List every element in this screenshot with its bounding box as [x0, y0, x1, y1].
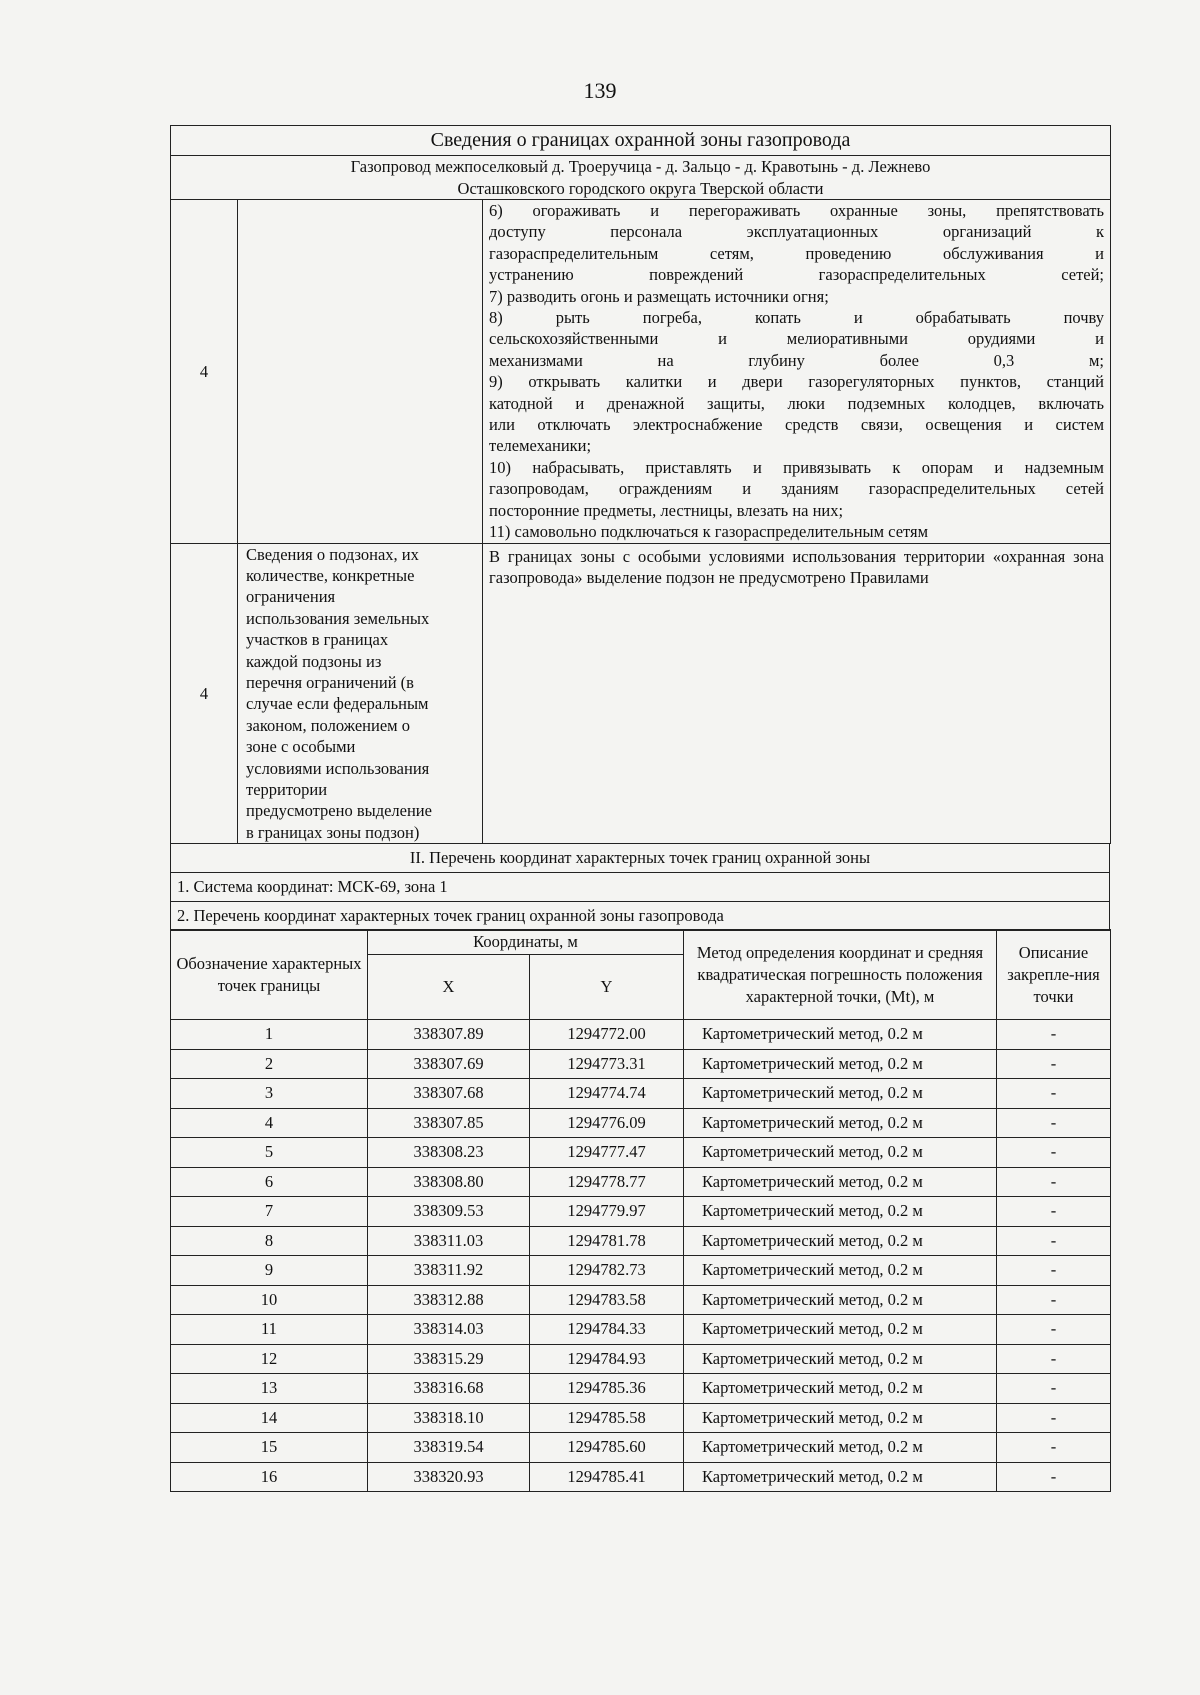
subzones-label-line: зоне с особыми	[246, 737, 356, 757]
header-designation: Обозначение характерных точек границы	[171, 930, 368, 1020]
point-description: -	[997, 1108, 1111, 1138]
coord-x: 338307.85	[368, 1108, 530, 1138]
pipeline-name-line1: Газопровод межпоселковый д. Троеручица - д. Зальцо - д. Кравотынь - д. Лежнево	[350, 157, 931, 176]
point-description: -	[997, 1403, 1111, 1433]
point-number: 2	[171, 1049, 368, 1079]
point-description: -	[997, 1315, 1111, 1345]
point-description: -	[997, 1020, 1111, 1050]
method: Картометрический метод, 0.2 м	[684, 1108, 997, 1138]
coord-y: 1294777.47	[530, 1138, 684, 1168]
point-description: -	[997, 1344, 1111, 1374]
restriction-line: 6) огораживать и перегораживать охранные зоны, препятствовать	[489, 201, 1105, 220]
point-description: -	[997, 1374, 1111, 1404]
header-y: Y	[530, 955, 684, 1020]
restriction-line: 11) самовольно подключаться к газораспределительным сетям	[489, 522, 929, 542]
restriction-line: устранению повреждений газораспределительных сетей;	[489, 265, 1105, 285]
point-description: -	[997, 1226, 1111, 1256]
point-number: 3	[171, 1079, 368, 1109]
restrictions-row	[171, 200, 1111, 544]
subzones-label-line: законом, положением о	[246, 715, 410, 735]
point-description: -	[997, 1433, 1111, 1463]
point-number: 9	[171, 1256, 368, 1286]
coord-x: 338320.93	[368, 1462, 530, 1492]
document-table	[170, 125, 1110, 1492]
point-number: 8	[171, 1226, 368, 1256]
subzones-row	[171, 543, 1111, 844]
coord-x: 338307.89	[368, 1020, 530, 1050]
subzones-label-line: случае если федеральным	[246, 694, 429, 714]
coord-x: 338307.69	[368, 1049, 530, 1079]
subzones-label-line: использования земельных	[246, 608, 430, 628]
point-description: -	[997, 1079, 1111, 1109]
restriction-line: или отключать электроснабжение средств связи, освещения и систем	[489, 415, 1105, 435]
coord-x: 338312.88	[368, 1285, 530, 1315]
coord-list-title: 2. Перечень координат характерных точек границ охранной зоны газопровода	[171, 901, 1110, 930]
point-number: 15	[171, 1433, 368, 1463]
method: Картометрический метод, 0.2 м	[684, 1344, 997, 1374]
restriction-line: газораспределительным сетям, проведению обслуживания и	[489, 243, 1105, 263]
coord-y: 1294784.93	[530, 1344, 684, 1374]
table-row	[171, 1462, 1111, 1492]
coord-x: 338318.10	[368, 1403, 530, 1433]
restriction-line: посторонние предметы, лестницы, влезать на них;	[489, 500, 844, 520]
restrictions-label-cell	[238, 200, 483, 544]
coord-y: 1294784.33	[530, 1315, 684, 1345]
point-description: -	[997, 1167, 1111, 1197]
coord-y: 1294776.09	[530, 1108, 684, 1138]
coord-y: 1294773.31	[530, 1049, 684, 1079]
restriction-line: доступу персонала эксплуатационных организаций к	[489, 222, 1105, 242]
restriction-line: катодной и дренажной защиты, люки подземных колодцев, включать	[489, 393, 1105, 413]
restrictions-text	[483, 200, 1111, 544]
point-description: -	[997, 1462, 1111, 1492]
coord-x: 338308.80	[368, 1167, 530, 1197]
table-row	[171, 1403, 1111, 1433]
point-number: 5	[171, 1138, 368, 1168]
table-row	[171, 1315, 1111, 1345]
coord-x: 338314.03	[368, 1315, 530, 1345]
table-row	[171, 1197, 1111, 1227]
restriction-line: 8) рыть погреба, копать и обрабатывать почву	[489, 308, 1105, 328]
point-number: 13	[171, 1374, 368, 1404]
subzones-label-line: территории	[246, 779, 328, 799]
header-x: X	[368, 955, 530, 1020]
pipeline-name-line2: Осташковского городского округа Тверской области	[457, 178, 824, 198]
method: Картометрический метод, 0.2 м	[684, 1462, 997, 1492]
subzones-label-line: перечня ограничений (в	[246, 672, 414, 692]
coord-y: 1294772.00	[530, 1020, 684, 1050]
coord-y: 1294781.78	[530, 1226, 684, 1256]
subzones-value: В границах зоны с особыми условиями использования территории «охранная зона газопровода» выделение подзон не предусмотрено Правилами	[483, 543, 1111, 844]
restriction-line: механизмами на глубину более 0,3 м;	[489, 350, 1105, 370]
table-row	[171, 1079, 1111, 1109]
coord-x: 338307.68	[368, 1079, 530, 1109]
point-number: 10	[171, 1285, 368, 1315]
subzones-label-line: предусмотрено выделение	[246, 801, 432, 821]
coord-y: 1294785.60	[530, 1433, 684, 1463]
section-title: II. Перечень координат характерных точек границ охранной зоны	[171, 843, 1110, 872]
table-row	[171, 1108, 1111, 1138]
table-row	[171, 1138, 1111, 1168]
method: Картометрический метод, 0.2 м	[684, 1256, 997, 1286]
subzones-label	[238, 543, 483, 844]
subzones-label-line: Сведения о подзонах, их	[246, 544, 419, 564]
method: Картометрический метод, 0.2 м	[684, 1315, 997, 1345]
coord-y: 1294783.58	[530, 1285, 684, 1315]
table-row	[171, 1020, 1111, 1050]
method: Картометрический метод, 0.2 м	[684, 1167, 997, 1197]
point-number: 4	[171, 1108, 368, 1138]
coord-y: 1294782.73	[530, 1256, 684, 1286]
coord-y: 1294785.36	[530, 1374, 684, 1404]
restriction-line: сельскохозяйственными и мелиоративными орудиями и	[489, 329, 1105, 349]
coord-x: 338316.68	[368, 1374, 530, 1404]
table-row	[171, 1433, 1111, 1463]
pipeline-name	[171, 156, 1111, 200]
coordinates-body	[171, 1020, 1111, 1492]
coord-y: 1294785.58	[530, 1403, 684, 1433]
restriction-line: 7) разводить огонь и размещать источники огня;	[489, 286, 829, 306]
table-row	[171, 1285, 1111, 1315]
coord-y: 1294778.77	[530, 1167, 684, 1197]
restriction-line: 9) открывать калитки и двери газорегуляторных пунктов, станций	[489, 372, 1105, 392]
method: Картометрический метод, 0.2 м	[684, 1079, 997, 1109]
point-number: 12	[171, 1344, 368, 1374]
subzones-label-line: количестве, конкретные	[246, 565, 415, 585]
coord-system: 1. Система координат: МСК-69, зона 1	[171, 872, 1110, 901]
row-number: 4	[171, 543, 238, 844]
table-row	[171, 1344, 1111, 1374]
point-number: 6	[171, 1167, 368, 1197]
point-description: -	[997, 1138, 1111, 1168]
method: Картометрический метод, 0.2 м	[684, 1049, 997, 1079]
method: Картометрический метод, 0.2 м	[684, 1433, 997, 1463]
coordinates-table	[170, 929, 1111, 1492]
coord-y: 1294785.41	[530, 1462, 684, 1492]
method: Картометрический метод, 0.2 м	[684, 1138, 997, 1168]
coord-x: 338309.53	[368, 1197, 530, 1227]
point-description: -	[997, 1256, 1111, 1286]
point-description: -	[997, 1285, 1111, 1315]
point-description: -	[997, 1049, 1111, 1079]
method: Картометрический метод, 0.2 м	[684, 1020, 997, 1050]
coord-x: 338319.54	[368, 1433, 530, 1463]
subzones-label-line: ограничения	[246, 587, 336, 607]
subzones-label-line: каждой подзоны из	[246, 651, 382, 671]
restriction-line: телемеханики;	[489, 436, 592, 456]
point-description: -	[997, 1197, 1111, 1227]
method: Картометрический метод, 0.2 м	[684, 1226, 997, 1256]
restriction-line: газопроводам, ограждениям и зданиям газораспределительных сетей	[489, 479, 1105, 499]
coord-y: 1294774.74	[530, 1079, 684, 1109]
subzones-label-line: в границах зоны подзон)	[246, 822, 420, 842]
coord-x: 338311.92	[368, 1256, 530, 1286]
point-number: 1	[171, 1020, 368, 1050]
zone-info-table	[170, 125, 1111, 844]
point-number: 16	[171, 1462, 368, 1492]
method: Картометрический метод, 0.2 м	[684, 1285, 997, 1315]
table-row	[171, 1049, 1111, 1079]
page-number: 139	[583, 78, 617, 103]
coord-x: 338315.29	[368, 1344, 530, 1374]
header-method: Метод определения координат и средняя квадратическая погрешность положения характерной точки, (Mt), м	[684, 930, 997, 1020]
header-coordinates: Координаты, м	[368, 930, 684, 955]
coord-y: 1294779.97	[530, 1197, 684, 1227]
row-number: 4	[171, 200, 238, 544]
subzones-label-line: участков в границах	[246, 630, 389, 650]
header-description: Описание закрепле-ния точки	[997, 930, 1111, 1020]
table-row	[171, 1226, 1111, 1256]
table-title: Сведения о границах охранной зоны газопровода	[171, 126, 1111, 156]
point-number: 14	[171, 1403, 368, 1433]
point-number: 7	[171, 1197, 368, 1227]
subzones-label-line: условиями использования	[246, 758, 430, 778]
method: Картометрический метод, 0.2 м	[684, 1374, 997, 1404]
table-row	[171, 1374, 1111, 1404]
coord-x: 338311.03	[368, 1226, 530, 1256]
method: Картометрический метод, 0.2 м	[684, 1403, 997, 1433]
table-row	[171, 1167, 1111, 1197]
point-number: 11	[171, 1315, 368, 1345]
coord-x: 338308.23	[368, 1138, 530, 1168]
table-row	[171, 1256, 1111, 1286]
method: Картометрический метод, 0.2 м	[684, 1197, 997, 1227]
section-header-table	[170, 843, 1110, 931]
restriction-line: 10) набрасывать, приставлять и привязывать к опорам и надземным	[489, 457, 1105, 477]
